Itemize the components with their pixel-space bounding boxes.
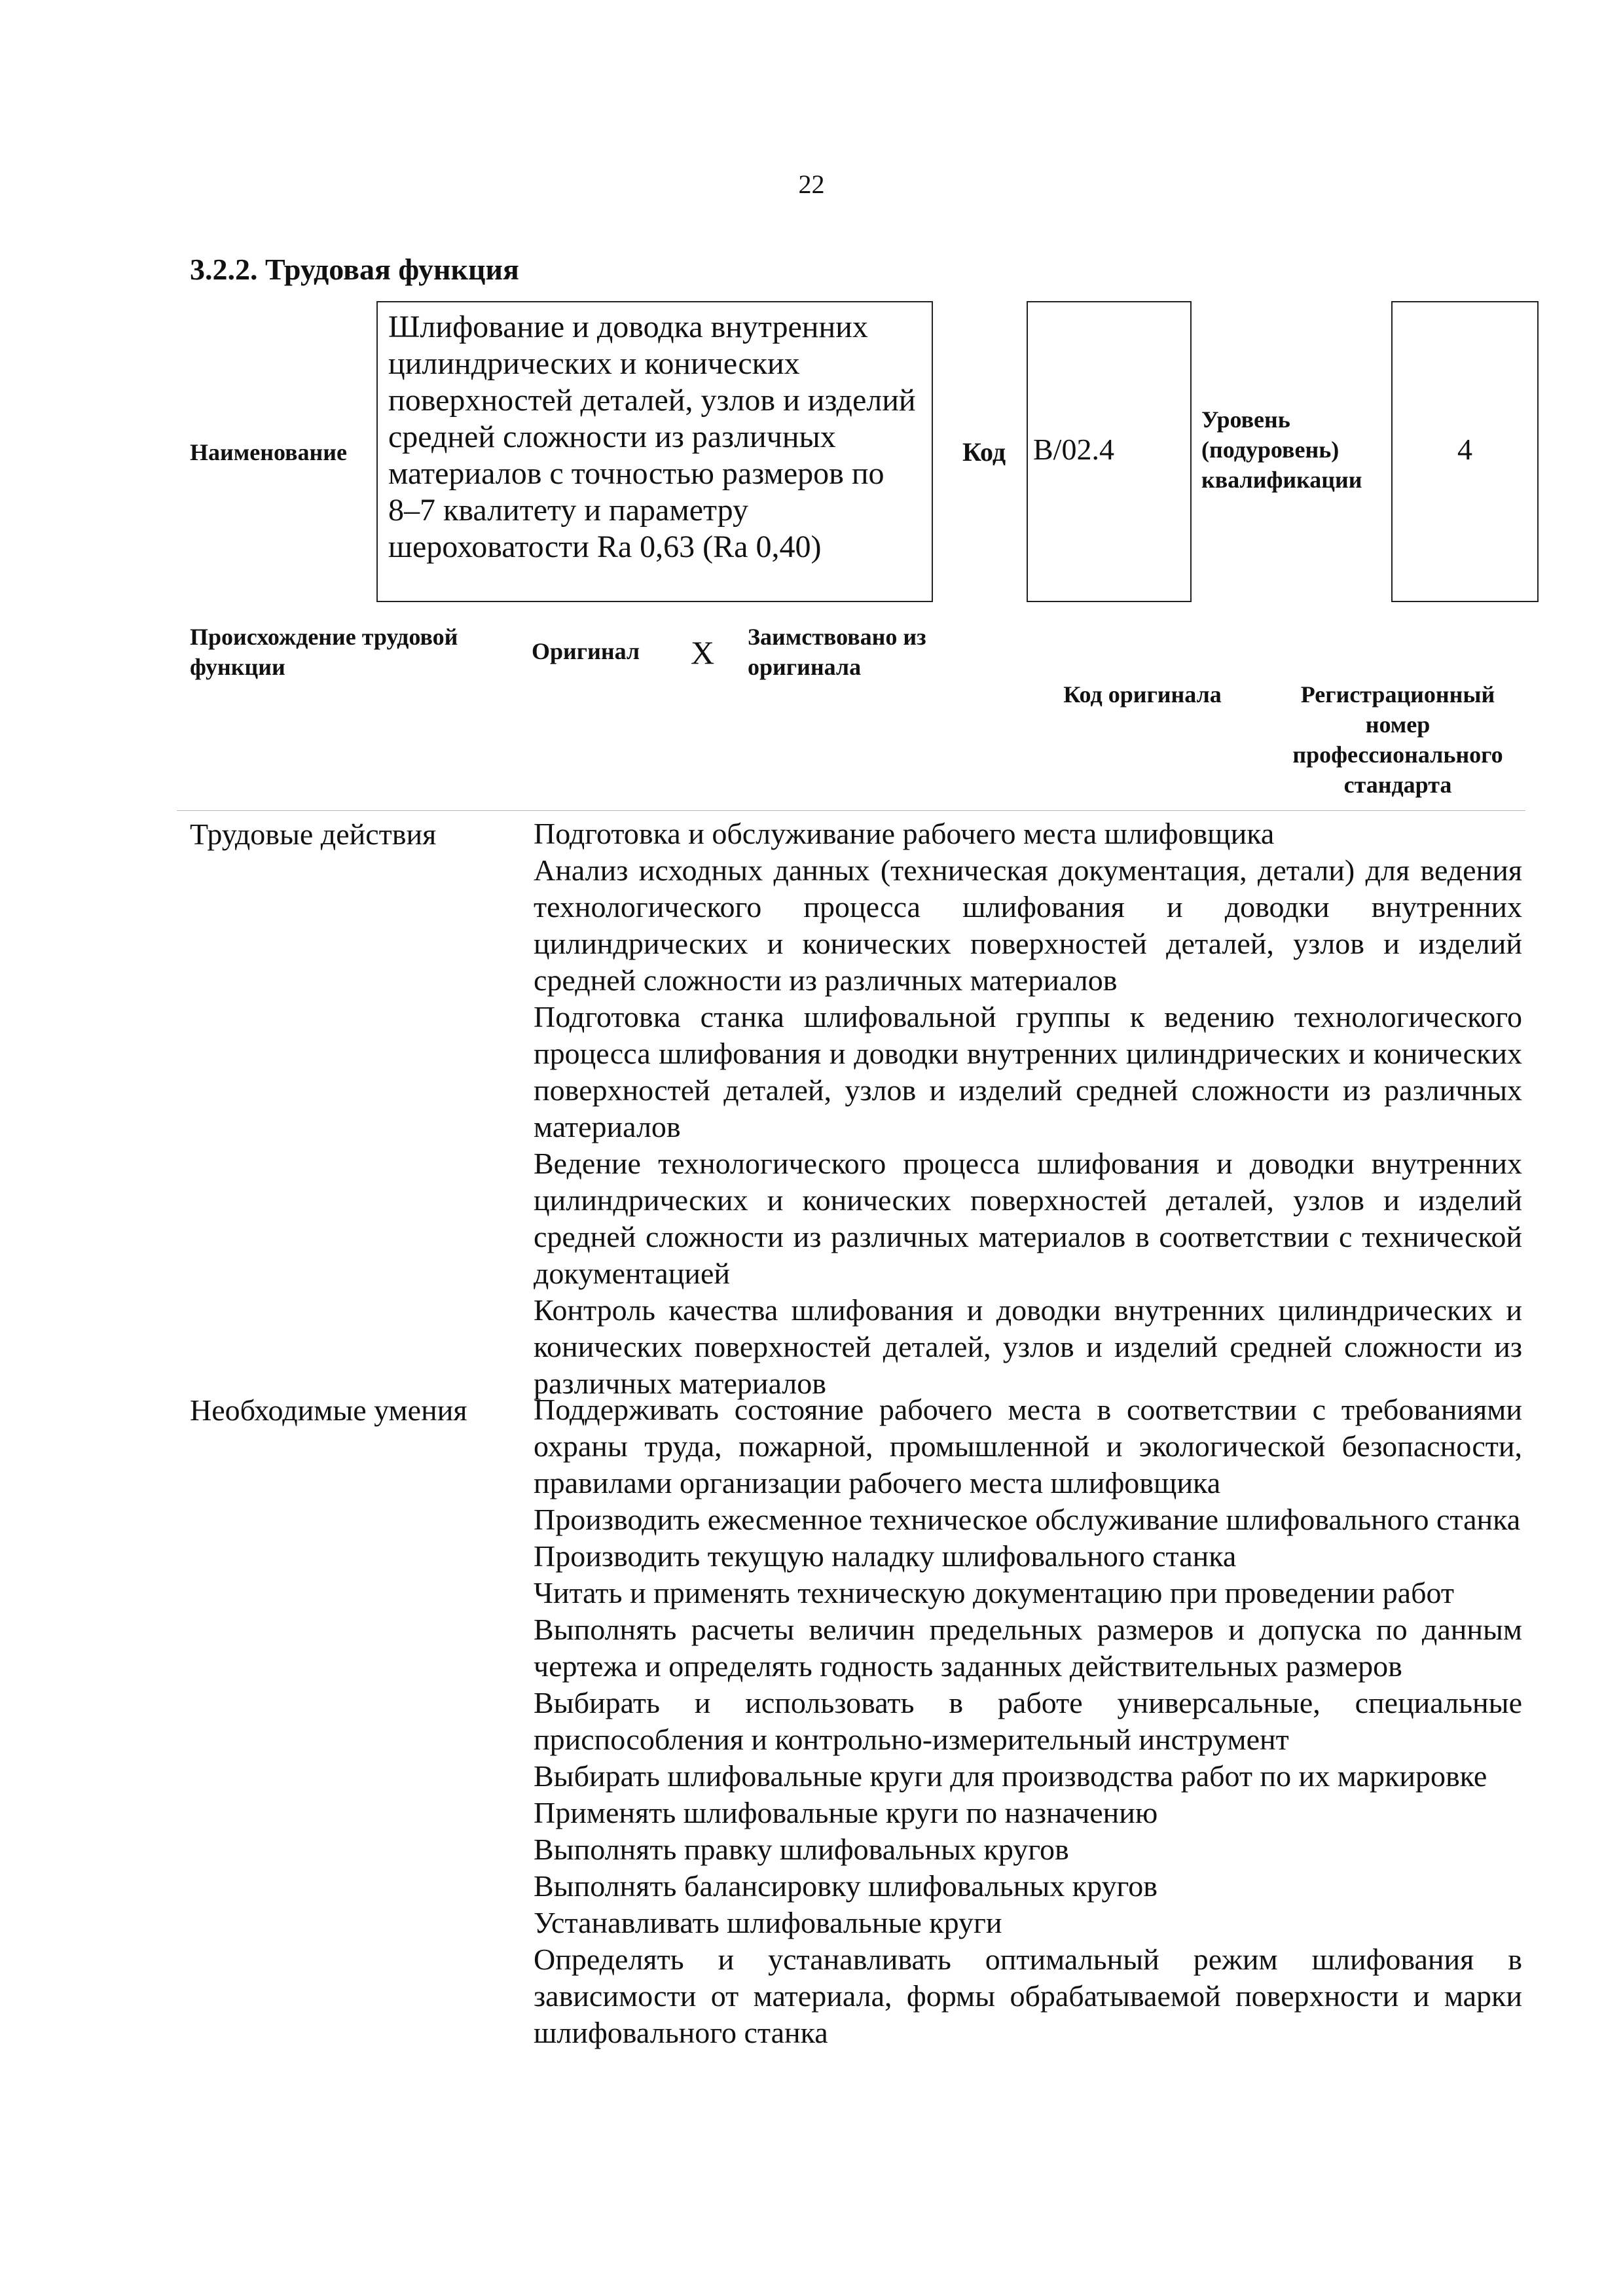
list-item: Устанавливать шлифовальные круги: [534, 1906, 1002, 1939]
list-item: Выполнять балансировку шлифовальных кругов: [534, 1869, 1158, 1903]
list-item: Выбирать шлифовальные круги для производства работ по их маркировке: [534, 1759, 1487, 1793]
list-item: Применять шлифовальные круги по назначению: [534, 1796, 1158, 1829]
level-label: Уровень (подуровень) квалификации: [1201, 406, 1362, 493]
list-item: Выполнять расчеты величин предельных размеров и допуска по данным чертежа и определять годность заданных действительных размеров: [534, 1613, 1522, 1683]
level-value: 4: [1457, 433, 1472, 466]
page-number: 22: [798, 170, 825, 199]
list-item: Выполнять правку шлифовальных кругов: [534, 1833, 1069, 1866]
function-name-value: Шлифование и доводка внутренних цилиндрических и конических поверхностей деталей, узлов и изделий средней сложности из различных материалов с точностью размеров по 8–7 квалитету и параметру шероховатости Ra 0,63 (Ra 0,40): [388, 310, 916, 564]
list-item: Ведение технологического процесса шлифования и доводки внутренних цилиндрических и конических поверхностей деталей, узлов и изделий средней сложности из различных материалов в соответствии с технической документацией: [534, 1147, 1522, 1290]
list-item: Определять и устанавливать оптимальный режим шлифования в зависимости от материала, формы обрабатываемой поверхности и марки шлифовального станка: [534, 1943, 1522, 2049]
list-item: Поддерживать состояние рабочего места в соответствии с требованиями охраны труда, пожарной, промышленной и экологической безопасности, правилами организации рабочего места шлифовщика: [534, 1393, 1522, 1499]
original-label: Оригинал: [532, 638, 640, 664]
code-original-label: Код оригинала: [1063, 681, 1222, 708]
list-item: Производить текущую наладку шлифовального станка: [534, 1539, 1237, 1573]
list-item: Подготовка станка шлифовальной группы к ведению технологического процесса шлифования и доводки внутренних цилиндрических и конических поверхностей деталей, узлов и изделий средней сложности из различных материалов: [534, 1000, 1522, 1143]
skills-label: Необходимые умения: [190, 1393, 467, 1427]
list-item: Подготовка и обслуживание рабочего места шлифовщика: [534, 817, 1275, 850]
list-item: Читать и применять техническую документацию при проведении работ: [534, 1576, 1454, 1609]
name-label: Наименование: [190, 439, 347, 465]
function-name-box: [376, 301, 933, 602]
code-label: Код: [962, 437, 1006, 467]
list-item: Производить ежесменное техническое обслуживание шлифовального станка: [534, 1503, 1521, 1536]
labor-actions-list: [534, 816, 1522, 1402]
origin-label: Происхождение трудовой функции: [190, 624, 458, 680]
origin-mark: X: [691, 634, 715, 671]
labor-actions-label: Трудовые действия: [190, 817, 437, 851]
list-item: Выбирать и использовать в работе универсальные, специальные приспособления и контрольно-измерительный инструмент: [534, 1686, 1522, 1756]
code-value: B/02.4: [1033, 433, 1114, 466]
section-title: 3.2.2. Трудовая функция: [190, 253, 519, 286]
reg-number-label: Регистрационный номер профессионального стандарта: [1292, 681, 1503, 798]
list-item: Контроль качества шлифования и доводки внутренних цилиндрических и конических поверхностей деталей, узлов и изделий средней сложности из различных материалов: [534, 1293, 1522, 1400]
list-item: Анализ исходных данных (техническая документация, детали) для ведения технологического процесса шлифования и доводки внутренних цилиндрических и конических поверхностей деталей, узлов и изделий средней сложности из различных материалов: [534, 853, 1522, 997]
borrowed-label: Заимствовано из оригинала: [748, 624, 926, 680]
skills-list: [534, 1391, 1522, 2051]
